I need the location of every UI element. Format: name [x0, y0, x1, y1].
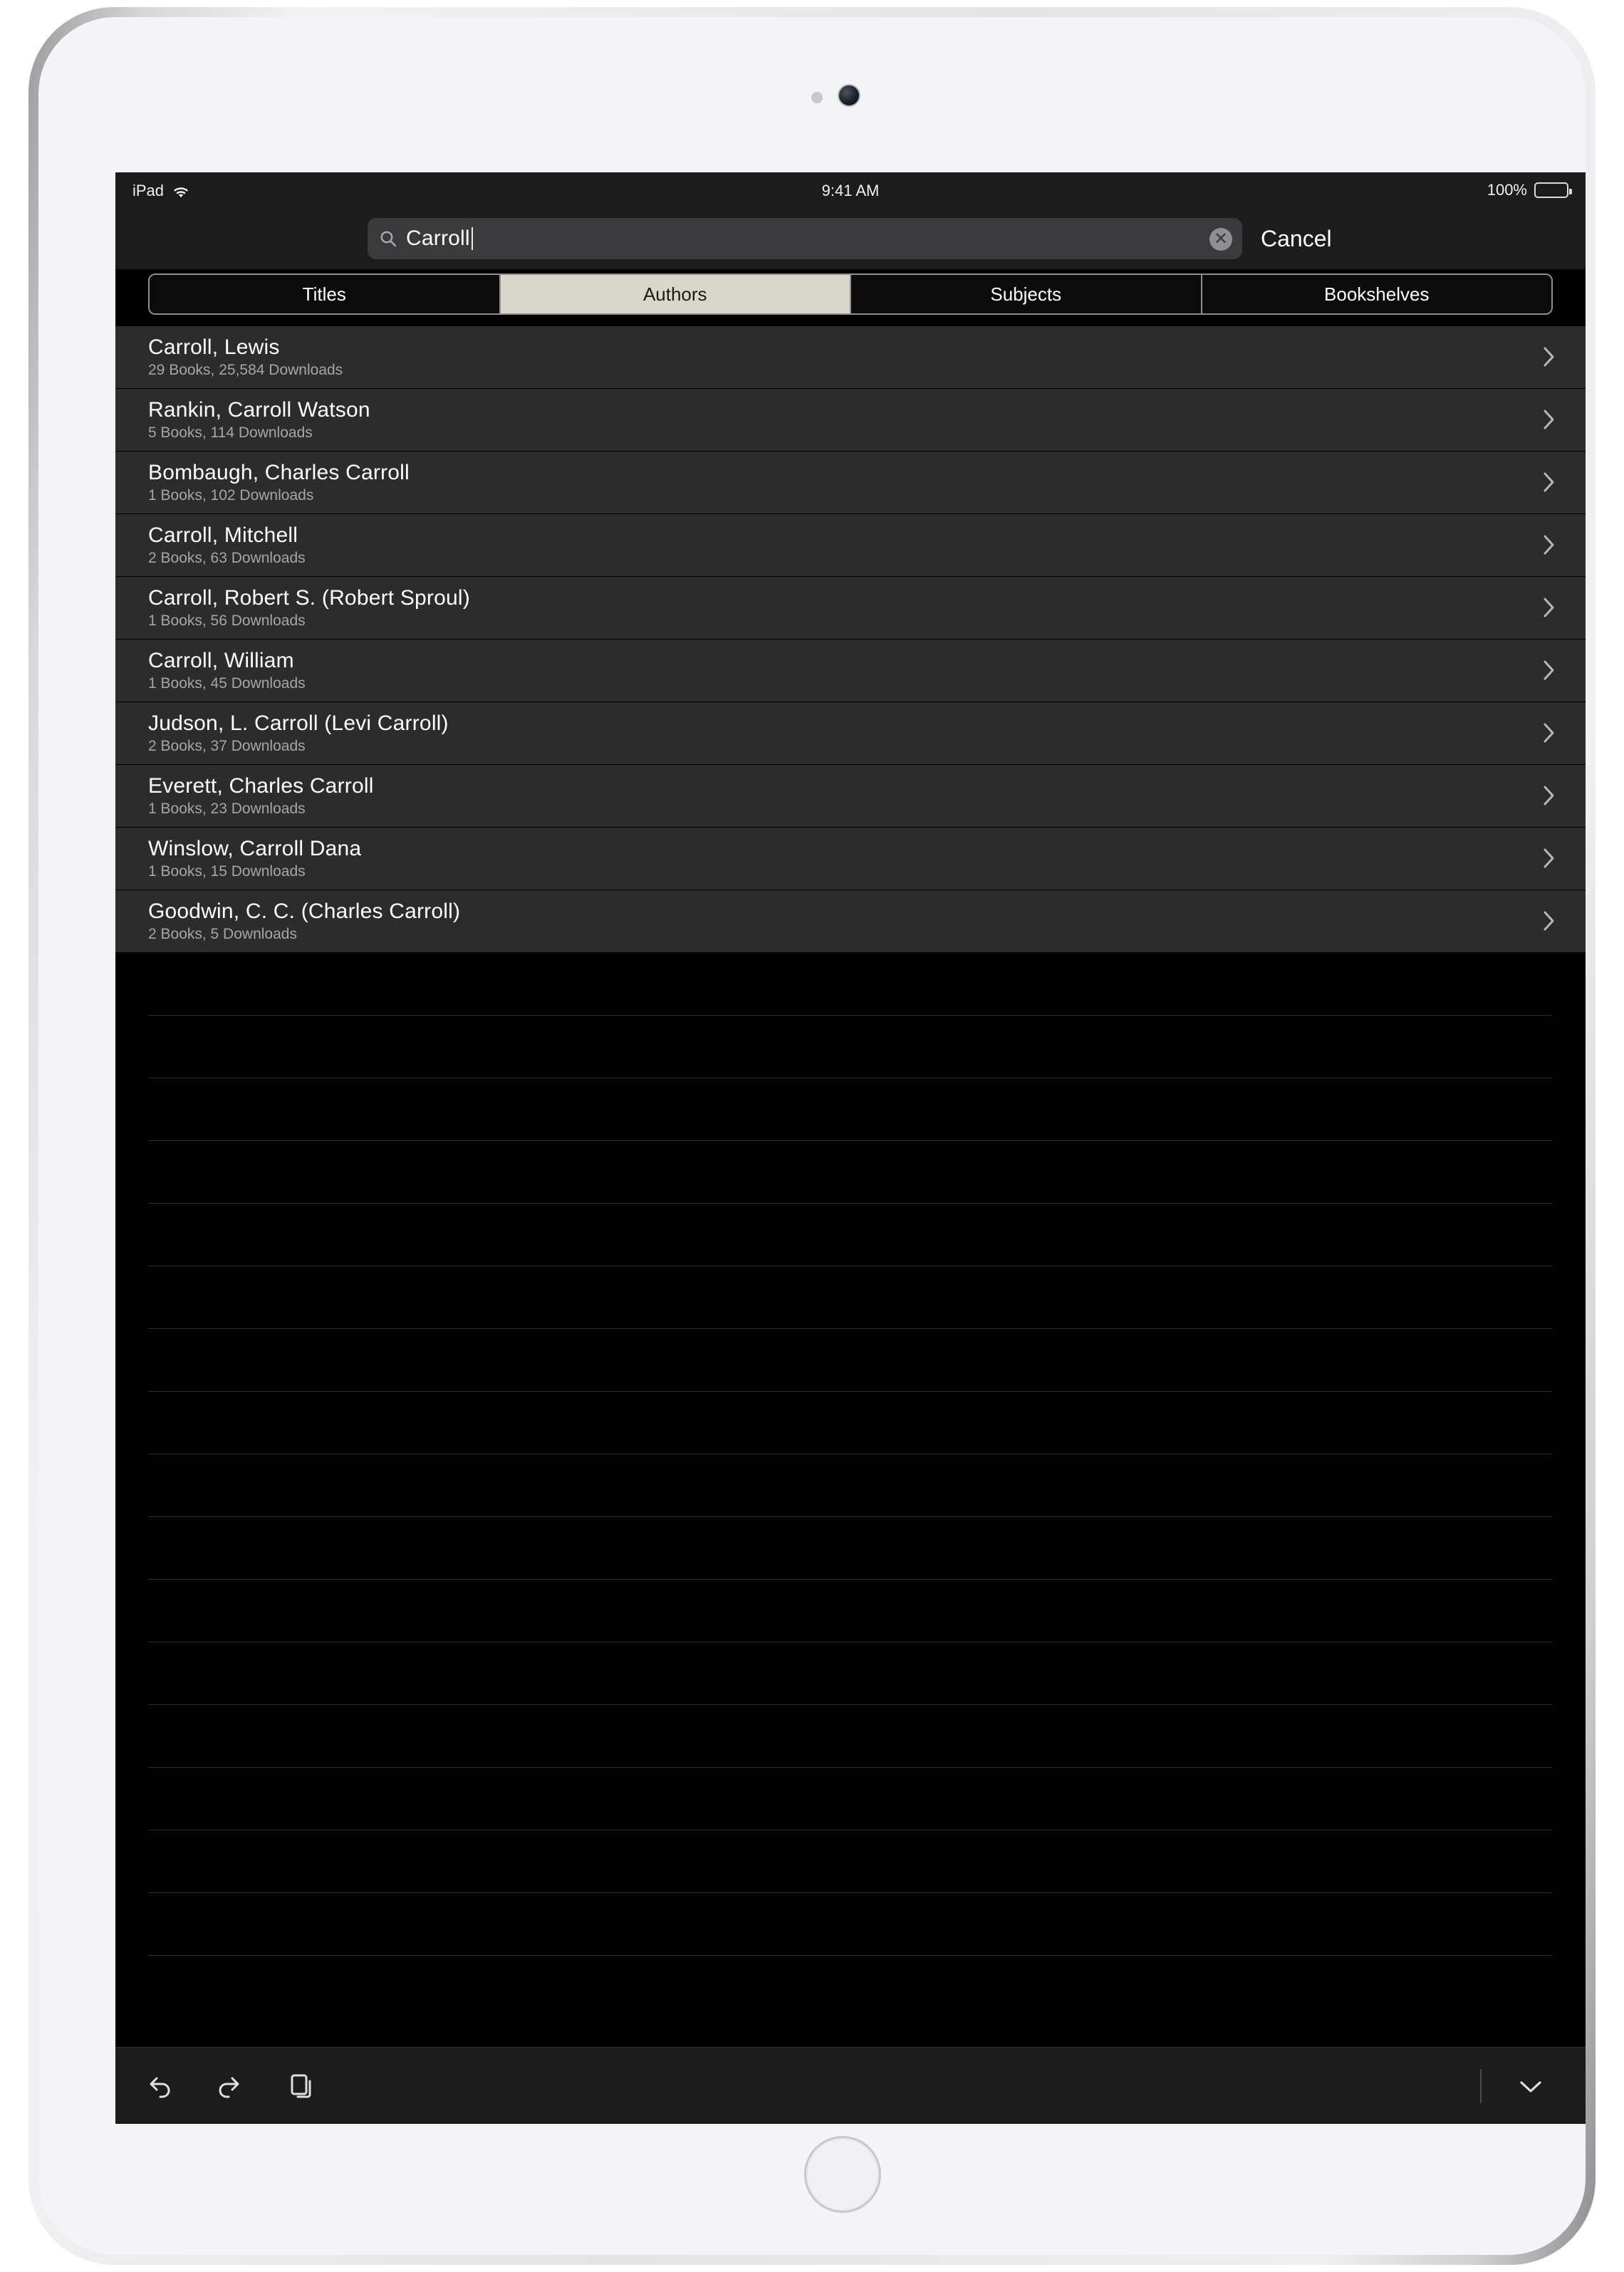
chevron-right-icon — [1543, 534, 1556, 556]
author-name: Carroll, William — [148, 649, 294, 672]
tab-authors[interactable]: Authors — [501, 275, 852, 313]
text-caret — [472, 227, 473, 250]
ipad-screen — [115, 172, 1586, 2124]
chevron-down-icon[interactable] — [1514, 2070, 1547, 2102]
home-button[interactable] — [804, 2136, 881, 2213]
battery-icon — [1534, 182, 1568, 198]
chevron-right-icon — [1543, 910, 1556, 932]
empty-row — [148, 1642, 1553, 1705]
undo-icon[interactable] — [144, 2071, 174, 2101]
chevron-right-icon — [1543, 346, 1556, 368]
author-meta: 2 Books, 63 Downloads — [148, 550, 306, 566]
author-meta: 2 Books, 5 Downloads — [148, 926, 297, 942]
status-bar — [115, 172, 1586, 208]
author-name: Judson, L. Carroll (Levi Carroll) — [148, 712, 449, 735]
empty-row — [148, 1266, 1553, 1329]
empty-row — [148, 1329, 1553, 1392]
cancel-button[interactable]: Cancel — [1261, 225, 1332, 251]
device-body — [38, 17, 1586, 2255]
empty-row — [148, 1580, 1553, 1642]
redo-icon[interactable] — [215, 2071, 245, 2101]
front-camera-icon — [838, 84, 860, 107]
chevron-right-icon — [1543, 471, 1556, 493]
status-right-group — [1487, 181, 1568, 199]
empty-row — [148, 1392, 1553, 1454]
search-icon — [379, 229, 397, 248]
tab-titles[interactable]: Titles — [150, 275, 501, 313]
chevron-right-icon — [1543, 848, 1556, 869]
keyboard-toolbar — [115, 2047, 1586, 2124]
empty-row — [148, 1768, 1553, 1830]
author-name: Rankin, Carroll Watson — [148, 398, 370, 422]
chevron-right-icon — [1543, 660, 1556, 681]
tab-subjects[interactable]: Subjects — [851, 275, 1202, 313]
empty-row — [148, 953, 1553, 1016]
ipad-device-frame — [28, 7, 1596, 2265]
copy-paste-icon[interactable] — [286, 2071, 316, 2101]
battery-percent-label: 100% — [1487, 181, 1527, 199]
author-meta: 1 Books, 56 Downloads — [148, 613, 306, 629]
author-meta: 1 Books, 102 Downloads — [148, 487, 314, 504]
search-input[interactable] — [368, 218, 1242, 259]
empty-rows-area — [115, 953, 1586, 1956]
author-name: Bombaugh, Charles Carroll — [148, 461, 410, 484]
clear-icon[interactable]: ✕ — [1209, 228, 1232, 251]
ambient-sensor-icon — [811, 92, 823, 103]
chevron-right-icon — [1543, 722, 1556, 744]
empty-row — [148, 1078, 1553, 1141]
chevron-right-icon — [1543, 409, 1556, 430]
author-name: Everett, Charles Carroll — [148, 774, 374, 798]
empty-row — [148, 1141, 1553, 1204]
table-row[interactable] — [115, 702, 1586, 765]
scope-segmented-control[interactable] — [148, 273, 1553, 315]
search-input-value: Carroll — [406, 226, 470, 250]
empty-row — [148, 1705, 1553, 1768]
author-name: Carroll, Lewis — [148, 335, 280, 359]
status-clock: 9:41 AM — [821, 182, 880, 199]
table-row[interactable] — [115, 326, 1586, 389]
author-name: Carroll, Mitchell — [148, 523, 298, 547]
empty-row — [148, 1454, 1553, 1517]
author-meta: 1 Books, 15 Downloads — [148, 863, 306, 880]
table-row[interactable] — [115, 765, 1586, 828]
search-results-list — [115, 326, 1586, 953]
table-row[interactable] — [115, 452, 1586, 514]
empty-row — [148, 1893, 1553, 1956]
chevron-right-icon — [1543, 785, 1556, 806]
device-label: iPad — [132, 182, 165, 199]
author-meta: 29 Books, 25,584 Downloads — [148, 362, 343, 378]
table-row[interactable] — [115, 389, 1586, 452]
author-meta: 5 Books, 114 Downloads — [148, 424, 313, 441]
author-name: Winslow, Carroll Dana — [148, 837, 362, 860]
author-name: Carroll, Robert S. (Robert Sproul) — [148, 586, 470, 610]
empty-row — [148, 1517, 1553, 1580]
table-row[interactable] — [115, 640, 1586, 702]
tab-bookshelves[interactable]: Bookshelves — [1202, 275, 1552, 313]
table-row[interactable] — [115, 577, 1586, 640]
author-name: Goodwin, C. C. (Charles Carroll) — [148, 900, 461, 923]
table-row[interactable] — [115, 828, 1586, 890]
author-meta: 1 Books, 45 Downloads — [148, 675, 306, 692]
search-bar — [115, 208, 1586, 269]
toolbar-divider — [1480, 2069, 1482, 2103]
author-meta: 1 Books, 23 Downloads — [148, 801, 306, 817]
author-meta: 2 Books, 37 Downloads — [148, 738, 306, 754]
empty-row — [148, 1204, 1553, 1266]
table-row[interactable] — [115, 890, 1586, 953]
chevron-right-icon — [1543, 597, 1556, 618]
empty-row — [148, 1016, 1553, 1078]
table-row[interactable] — [115, 514, 1586, 577]
empty-row — [148, 1830, 1553, 1893]
